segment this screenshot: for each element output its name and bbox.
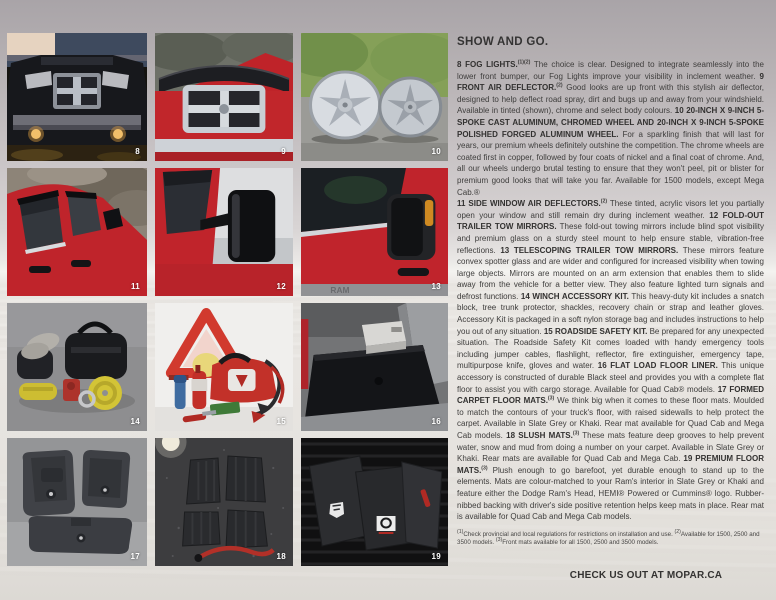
telescoping-mirror-illustration [301, 168, 448, 296]
photo-flat-load-floor-liner [301, 303, 448, 431]
photo-number: 9 [281, 147, 286, 156]
photo-number: 16 [431, 417, 441, 426]
photo-number: 13 [431, 282, 441, 291]
slush-mats-illustration [155, 438, 293, 566]
floor-liner-illustration [301, 303, 448, 431]
winch-kit-illustration [7, 303, 147, 431]
photo-number: 10 [431, 147, 441, 156]
photo-slush-mats [155, 438, 293, 566]
photo-fog-lights [7, 33, 147, 161]
chrome-wheels-illustration [301, 33, 448, 161]
photo-fold-out-tow-mirrors [155, 168, 293, 296]
photo-number: 14 [130, 417, 140, 426]
photo-formed-carpet-floor-mats [7, 438, 147, 566]
photo-telescoping-tow-mirrors [301, 168, 448, 296]
body-paragraph-items-8-10: 8 FOG LIGHTS.$^{(1)(2)}$ The choice is clear. Designed to integrate seamlessly into the lower front bumper, our Fog Lights improve your visibility in inclement weather. 9 FRONT AIR DEFLECTOR.$^{(2)}$ Good looks are up front with this stylish air deflector, designed to help deflect road spray, dirt and bugs up and away from your windshield. Available in tinted (shown), chrome and select body colours. 10 20-INCH X 9-INCH 5-SPOKE CAST ALUMINUM, CHROMED WHEEL AND 20-INCH X 9-INCH 5-SPOKE POLISHED FORGED ALUMINUM WHEEL. For a sparkling finish that will last for years, our premium wheels definitely outshine the competition. The chrome wheels are coated first in copper, followed by four coats of nickel and a final coat of chrome. And, all our wheels undergo brutal testing to ensure that they won't peel, pit or blister for premium good looks that will take you far. Available for 1500 models, except Mega Cab.® [457, 59, 765, 197]
fog-lights-illustration [7, 33, 147, 161]
side-window-deflectors-illustration [7, 168, 147, 296]
photo-winch-accessory-kit [7, 303, 147, 431]
page-title: SHOW AND GO. [457, 36, 549, 48]
photo-number: 15 [276, 417, 286, 426]
photo-premium-floor-mats [301, 438, 448, 566]
accessory-photo-grid [7, 33, 448, 566]
photo-front-air-deflector [155, 33, 293, 161]
photo-number: 18 [276, 552, 286, 561]
photo-number: 8 [135, 147, 140, 156]
fold-out-mirror-illustration [155, 168, 293, 296]
body-paragraph-items-11-19: 11 SIDE WINDOW AIR DEFLECTORS.$^{(2)}$ These tinted, acrylic visors let you partially open your window and still remain dry during inclement weather. 12 FOLD-OUT TRAILER TOW MIRRORS. These fold-out towing mirrors include blind spot visibility and premium glass on a sturdy steel mount to help ensure stable, vibration-free reflections. 13 TELESCOPING TRAILER TOW MIRRORS. These mirrors feature convex spotter glass and are wider and configured for increased visibility when towing large objects. Mirrors are mounted on an arm extension that enables them to slide away from the vehicle for a better view. They also feature lighted turn signals and defrost functions. 14 WINCH ACCESSORY KIT. This heavy-duty kit includes a snatch block, tree trunk protector, shackles, recovery chain or strap and leather gloves. Accessory Kit is packaged in a soft nylon storage bag and includes instructions to help you out of any situation. 15 ROADSIDE SAFETY KIT. Be prepared for any unexpected situation. The Roadside Safety Kit comes loaded with handy emergency tools including jumper cables, flashlight, reflector, fire extinguisher, emergency tape, multipurpose knife, gloves and water. 16 FLAT LOAD FLOOR LINER. This unique accessory is constructed of durable Black steel and provides you with a complete flat floor to assist you with cargo storage. Available for Quad Cab® models. 17 FORMED CARPET FLOOR MATS.$^{(3)}$ We think big when it comes to these floor mats. Moulded to match the contours of your truck's floor, with raised sidewalls to help protect the carpet. Available in Slate Grey or Khaki. Rear mat available for Quad Cab and Mega Cab models. 18 SLUSH MATS.$^{(3)}$ These mats feature deep grooves to help prevent water, snow and mud from doing a number on your carpet. Available in Slate Grey or Khaki. Rear mats are available for Quad Cab and Mega Cab. 19 PREMIUM FLOOR MATS.$^{(3)}$ Plush enough to go barefoot, yet durable enough to stand up to the elements. Mats are colour-matched to your Ram's interior in Slate Grey or Khaki and feature either the Dodge Ram's Head, HEMI® Powered or Cummins® logo. Rubber-nibbed backing with driver's side positive retention helps keep mats in place. Rear mat is available for Quad Cab and Mega Cab models. [457, 198, 765, 522]
photo-number: 12 [276, 282, 286, 291]
photo-aluminum-wheels [301, 33, 448, 161]
carpet-mats-illustration [7, 438, 147, 566]
premium-mats-illustration [301, 438, 448, 566]
photo-number: 17 [130, 552, 140, 561]
article-column [457, 36, 764, 548]
photo-number: 11 [130, 282, 140, 291]
footnotes: $^{(1)}$Check provincial and local regulations for restrictions on installation and use. $^{(2)}$Available for 1500, 2500 and 3500 models. $^{(3)}$Front mats available for all 1500, 2500 and 3500 models. [457, 528, 760, 547]
photo-roadside-safety-kit [155, 303, 293, 431]
ram-badge: RAM [330, 286, 350, 295]
photo-number: 19 [431, 552, 441, 561]
front-air-deflector-illustration [155, 33, 293, 161]
photo-side-window-air-deflectors [7, 168, 147, 296]
mopar-tagline: CHECK US OUT AT MOPAR.CA [569, 570, 723, 581]
roadside-kit-illustration [155, 303, 293, 431]
